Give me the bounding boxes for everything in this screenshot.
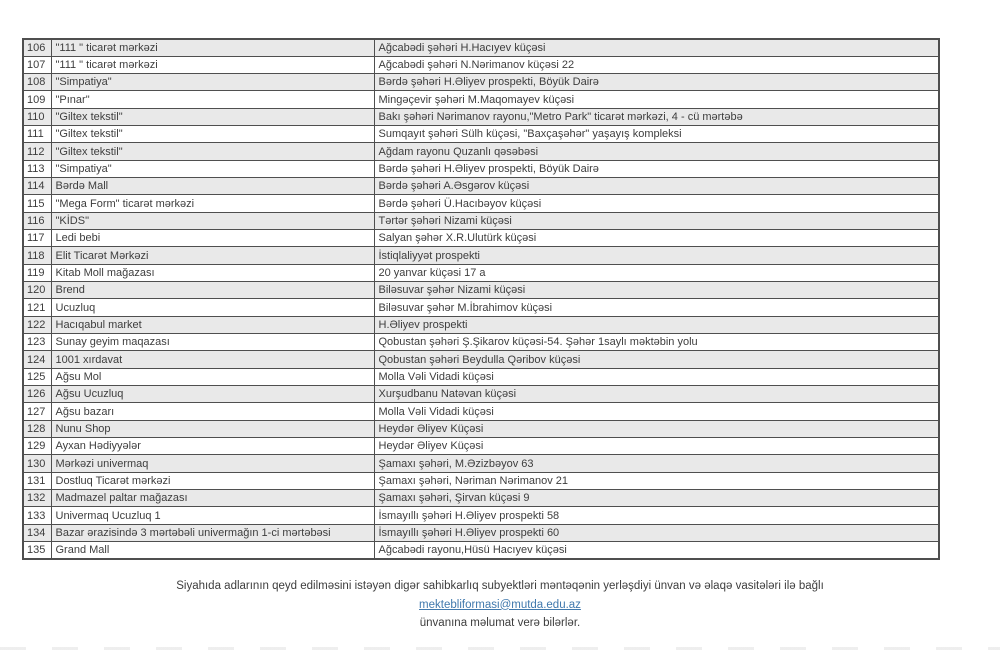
table-row xyxy=(23,178,939,195)
row-number-cell: 107 xyxy=(23,56,51,73)
row-number-cell: 131 xyxy=(23,472,51,489)
table-row xyxy=(23,524,939,541)
shop-name-cell: Ağsu Ucuzluq xyxy=(51,386,374,403)
table-row xyxy=(23,455,939,472)
shop-name-cell: Grand Mall xyxy=(51,542,374,559)
shop-address-cell: İsmayıllı şəhəri H.Əliyev prospekti 60 xyxy=(374,524,939,541)
shop-name-cell: Mərkəzi univermaq xyxy=(51,455,374,472)
shop-address-cell: Xurşudbanu Natəvan küçəsi xyxy=(374,386,939,403)
shop-address-cell: Bərdə şəhəri H.Əliyev prospekti, Böyük Dairə xyxy=(374,160,939,177)
shop-name-cell: "Giltex tekstil" xyxy=(51,108,374,125)
table-row xyxy=(23,282,939,299)
row-number-cell: 106 xyxy=(23,39,51,56)
row-number-cell: 115 xyxy=(23,195,51,212)
shop-name-cell: "Mega Form" ticarət mərkəzi xyxy=(51,195,374,212)
row-number-cell: 132 xyxy=(23,490,51,507)
row-number-cell: 114 xyxy=(23,178,51,195)
row-number-cell: 135 xyxy=(23,542,51,559)
shop-name-cell: Madmazel paltar mağazası xyxy=(51,490,374,507)
shop-name-cell: "Giltex tekstil" xyxy=(51,126,374,143)
shops-table-body xyxy=(23,39,939,559)
shop-address-cell: Salyan şəhər X.R.Ulutürk küçəsi xyxy=(374,230,939,247)
table-row xyxy=(23,542,939,559)
table-row xyxy=(23,230,939,247)
shop-address-cell: Bərdə şəhəri H.Əliyev prospekti, Böyük Dairə xyxy=(374,74,939,91)
shop-name-cell: "Giltex tekstil" xyxy=(51,143,374,160)
table-row xyxy=(23,316,939,333)
table-row xyxy=(23,56,939,73)
shop-name-cell: Brend xyxy=(51,282,374,299)
row-number-cell: 108 xyxy=(23,74,51,91)
shop-address-cell: Şamaxı şəhəri, Nəriman Nərimanov 21 xyxy=(374,472,939,489)
shop-name-cell: Hacıqabul market xyxy=(51,316,374,333)
shop-name-cell: 1001 xırdavat xyxy=(51,351,374,368)
shop-name-cell: Ledi bebi xyxy=(51,230,374,247)
row-number-cell: 113 xyxy=(23,160,51,177)
shop-name-cell: Univermaq Ucuzluq 1 xyxy=(51,507,374,524)
shop-address-cell: Heydər Əliyev Küçəsi xyxy=(374,420,939,437)
table-row xyxy=(23,212,939,229)
table-row xyxy=(23,299,939,316)
footer-line-2: ünvanına məlumat verə bilərlər. xyxy=(419,617,581,629)
shop-address-cell: Qobustan şəhəri Beydulla Qəribov küçəsi xyxy=(374,351,939,368)
row-number-cell: 112 xyxy=(23,143,51,160)
table-row xyxy=(23,143,939,160)
row-number-cell: 124 xyxy=(23,351,51,368)
table-row xyxy=(23,420,939,437)
table-row xyxy=(23,264,939,281)
row-number-cell: 125 xyxy=(23,368,51,385)
shop-address-cell: Tərtər şəhəri Nizami küçəsi xyxy=(374,212,939,229)
shop-name-cell: Bazar ərazisində 3 mərtəbəli univermağın 1-ci mərtəbəsi xyxy=(51,524,374,541)
table-row xyxy=(23,403,939,420)
table-row xyxy=(23,386,939,403)
shop-address-cell: H.Əliyev prospekti xyxy=(374,316,939,333)
shop-address-cell: Sumqayıt şəhəri Sülh küçəsi, "Baxçaşəhər" yaşayış kompleksi xyxy=(374,126,939,143)
row-number-cell: 116 xyxy=(23,212,51,229)
table-row xyxy=(23,334,939,351)
shop-name-cell: Elit Ticarət Mərkəzi xyxy=(51,247,374,264)
table-row xyxy=(23,91,939,108)
shops-table xyxy=(22,38,940,560)
table-row xyxy=(23,507,939,524)
table-row xyxy=(23,160,939,177)
shop-address-cell: Mingəçevir şəhəri M.Maqomayev küçəsi xyxy=(374,91,939,108)
row-number-cell: 110 xyxy=(23,108,51,125)
shop-address-cell: Molla Vəli Vidadi küçəsi xyxy=(374,403,939,420)
table-row xyxy=(23,39,939,56)
table-row xyxy=(23,195,939,212)
row-number-cell: 133 xyxy=(23,507,51,524)
shop-address-cell: İstiqlaliyyət prospekti xyxy=(374,247,939,264)
contact-email-link[interactable]: mektebliformasi@mutda.edu.az xyxy=(419,598,581,611)
footer-note xyxy=(0,577,1000,633)
table-row xyxy=(23,490,939,507)
table-row xyxy=(23,472,939,489)
shop-address-cell: Ağcabədi şəhəri N.Nərimanov küçəsi 22 xyxy=(374,56,939,73)
shop-name-cell: "Simpatiya" xyxy=(51,160,374,177)
footer-email-line xyxy=(0,596,1000,615)
row-number-cell: 126 xyxy=(23,386,51,403)
table-row xyxy=(23,247,939,264)
row-number-cell: 134 xyxy=(23,524,51,541)
shop-name-cell: Ağsu Mol xyxy=(51,368,374,385)
shop-address-cell: İsmayıllı şəhəri H.Əliyev prospekti 58 xyxy=(374,507,939,524)
shop-address-cell: Bakı şəhəri Nərimanov rayonu,"Metro Park" ticarət mərkəzi, 4 - cü mərtəbə xyxy=(374,108,939,125)
row-number-cell: 130 xyxy=(23,455,51,472)
shop-address-cell: Molla Vəli Vidadi küçəsi xyxy=(374,368,939,385)
shop-name-cell: "111 " ticarət mərkəzi xyxy=(51,39,374,56)
table-row xyxy=(23,438,939,455)
table-row xyxy=(23,108,939,125)
shop-name-cell: Ağsu bazarı xyxy=(51,403,374,420)
shop-name-cell: "Pınar" xyxy=(51,91,374,108)
table-row xyxy=(23,351,939,368)
shop-name-cell: Kitab Moll mağazası xyxy=(51,264,374,281)
shop-address-cell: Bərdə şəhəri Ü.Hacıbəyov küçəsi xyxy=(374,195,939,212)
shop-name-cell: Ucuzluq xyxy=(51,299,374,316)
table-row xyxy=(23,368,939,385)
shop-name-cell: "Simpatiya" xyxy=(51,74,374,91)
row-number-cell: 121 xyxy=(23,299,51,316)
shop-name-cell: Dostluq Ticarət mərkəzi xyxy=(51,472,374,489)
row-number-cell: 129 xyxy=(23,438,51,455)
row-number-cell: 119 xyxy=(23,264,51,281)
shop-address-cell: Biləsuvar şəhər Nizami küçəsi xyxy=(374,282,939,299)
shop-address-cell: Bərdə şəhəri A.Əsgərov küçəsi xyxy=(374,178,939,195)
row-number-cell: 109 xyxy=(23,91,51,108)
shop-address-cell: 20 yanvar küçəsi 17 a xyxy=(374,264,939,281)
row-number-cell: 118 xyxy=(23,247,51,264)
table-row xyxy=(23,74,939,91)
shop-address-cell: Şamaxı şəhəri, M.Əzizbəyov 63 xyxy=(374,455,939,472)
shop-name-cell: Ayxan Hədiyyələr xyxy=(51,438,374,455)
page-bottom-artifact xyxy=(0,647,1000,650)
row-number-cell: 128 xyxy=(23,420,51,437)
footer-line-1: Siyahıda adlarının qeyd edilməsini istəyən digər sahibkarlıq subyektləri məntəqənin yerləşdiyi ünvan və əlaqə vasitələri ilə bağlı xyxy=(176,580,824,592)
shop-address-cell: Qobustan şəhəri Ş.Şikarov küçəsi-54. Şəhər 1saylı məktəbin yolu xyxy=(374,334,939,351)
row-number-cell: 127 xyxy=(23,403,51,420)
shop-name-cell: Bərdə Mall xyxy=(51,178,374,195)
shop-address-cell: Şamaxı şəhəri, Şirvan küçəsi 9 xyxy=(374,490,939,507)
shop-address-cell: Heydər Əliyev Küçəsi xyxy=(374,438,939,455)
shop-name-cell: "KİDS" xyxy=(51,212,374,229)
shop-address-cell: Ağcabədi şəhəri H.Hacıyev küçəsi xyxy=(374,39,939,56)
row-number-cell: 117 xyxy=(23,230,51,247)
row-number-cell: 122 xyxy=(23,316,51,333)
shop-address-cell: Ağcabədi rayonu,Hüsü Hacıyev küçəsi xyxy=(374,542,939,559)
shop-name-cell: Nunu Shop xyxy=(51,420,374,437)
shop-name-cell: Sunay geyim maqazası xyxy=(51,334,374,351)
row-number-cell: 123 xyxy=(23,334,51,351)
row-number-cell: 111 xyxy=(23,126,51,143)
shop-address-cell: Ağdam rayonu Quzanlı qəsəbəsi xyxy=(374,143,939,160)
shop-name-cell: "111 " ticarət mərkəzi xyxy=(51,56,374,73)
row-number-cell: 120 xyxy=(23,282,51,299)
shop-address-cell: Biləsuvar şəhər M.İbrahimov küçəsi xyxy=(374,299,939,316)
table-row xyxy=(23,126,939,143)
